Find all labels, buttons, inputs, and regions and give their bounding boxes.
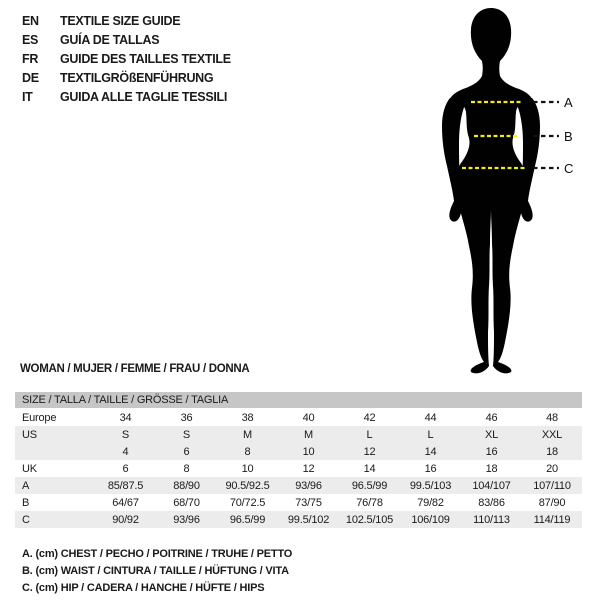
size-cell: 106/109 [411,513,450,526]
row-label: US [22,428,37,441]
woman-silhouette-diagram [420,0,600,385]
size-cell: 10 [302,445,315,458]
size-cell: 18 [546,445,558,458]
waist-marker-label: B [564,129,573,144]
table-row-waist-b [15,494,582,511]
row-label: A [22,479,30,492]
language-title-list [22,11,231,106]
size-cell: 12 [363,445,376,458]
size-cell: 73/75 [295,496,322,509]
size-cell: 44 [424,411,437,424]
guide-title: TEXTILE SIZE GUIDE [60,13,181,28]
size-cell: XL [484,428,499,441]
language-row-de [22,68,231,87]
table-row-us-letters [15,426,582,443]
measurement-legend [22,546,292,597]
size-cell: 99.5/102 [287,513,330,526]
size-cell: 18 [485,462,498,475]
size-cell: 40 [302,411,315,424]
table-row-us-numbers [15,443,582,460]
guide-title: GUÍA DE TALLAS [60,32,160,47]
size-cell: 70/72.5 [229,496,266,509]
table-row-chest-a [15,477,582,494]
size-cell: 93/96 [173,513,200,526]
size-cell: 34 [119,411,132,424]
left-arm-silhouette [442,98,465,222]
size-cell: 76/78 [356,496,383,509]
size-cell: 85/87.5 [107,479,144,492]
legend-line-hip: C. (cm) HIP / CADERA / HANCHE / HÜFTE / HIPS [22,582,265,594]
size-cell: 10 [241,462,254,475]
size-cell: 83/86 [478,496,505,509]
size-cell: 16 [424,462,437,475]
language-code: DE [22,70,39,85]
legend-line-chest: A. (cm) CHEST / PECHO / POITRINE / TRUHE / PETTO [22,548,293,560]
size-cell: 8 [183,462,190,475]
size-table-header: SIZE / TALLA / TAILLE / GRÖSSE / TAGLIA [15,392,582,408]
size-cell: 114/119 [533,513,571,526]
language-code: EN [22,13,39,28]
size-cell: 99.5/103 [409,479,452,492]
size-cell: 42 [363,411,376,424]
row-label: C [22,513,30,526]
language-row-it [22,87,231,106]
size-cell: 102.5/105 [345,513,394,526]
size-cell: 107/110 [533,479,571,492]
size-cell: 64/67 [112,496,139,509]
hip-marker-label: C [564,161,574,176]
body-silhouette [450,8,532,373]
size-cell: 79/82 [417,496,444,509]
size-cell: S [182,428,191,441]
size-cell: 90.5/92.5 [225,479,270,492]
size-cell: S [121,428,130,441]
size-cell: 48 [546,411,558,424]
language-row-fr [22,49,231,68]
size-cell: 16 [485,445,498,458]
right-arm-silhouette [517,98,540,222]
table-row-uk [15,460,582,477]
size-cell: 96.5/99 [351,479,388,492]
language-code: FR [22,51,39,66]
size-cell: 96.5/99 [229,513,266,526]
size-table-grid [15,409,582,528]
size-cell: 20 [546,462,558,475]
table-row-europe [15,409,582,426]
size-cell: 88/90 [173,479,200,492]
size-cell: 12 [302,462,315,475]
language-code: IT [22,89,33,104]
size-cell: 110/113 [473,513,510,526]
row-label: B [22,496,30,509]
size-cell: 36 [180,411,193,424]
guide-title: TEXTILGRÖßENFÜHRUNG [60,70,214,85]
language-code: ES [22,32,39,47]
section-title: WOMAN / MUJER / FEMME / FRAU / DONNA [20,363,250,375]
size-cell: 14 [363,462,376,475]
row-label [15,443,95,460]
chest-marker-label: A [564,95,573,110]
size-table [15,392,582,528]
row-label: Europe [22,411,57,424]
size-cell: M [304,428,313,441]
size-cell: 38 [241,411,254,424]
size-cell: M [243,428,252,441]
size-cell: 4 [122,445,129,458]
legend-line-waist: B. (cm) WAIST / CINTURA / TAILLE / HÜFTUNG / VITA [22,565,289,577]
size-cell: 8 [244,445,251,458]
size-cell: L [427,428,434,441]
language-row-en [22,11,231,30]
size-cell: 104/107 [472,479,511,492]
size-cell: 14 [424,445,437,458]
size-cell: 87/90 [538,496,566,509]
size-cell: 90/92 [112,513,139,526]
size-cell: 6 [122,462,129,475]
guide-title: GUIDA ALLE TAGLIE TESSILI [60,89,228,104]
size-cell: 93/96 [295,479,322,492]
size-cell: 6 [183,445,190,458]
guide-title: GUIDE DES TAILLES TEXTILE [60,51,231,66]
size-cell: 46 [485,411,498,424]
language-row-es [22,30,231,49]
size-cell: L [366,428,373,441]
table-row-hip-c [15,511,582,528]
row-label: UK [22,462,37,475]
size-cell: 68/70 [173,496,200,509]
size-cell: XXL [541,428,563,441]
